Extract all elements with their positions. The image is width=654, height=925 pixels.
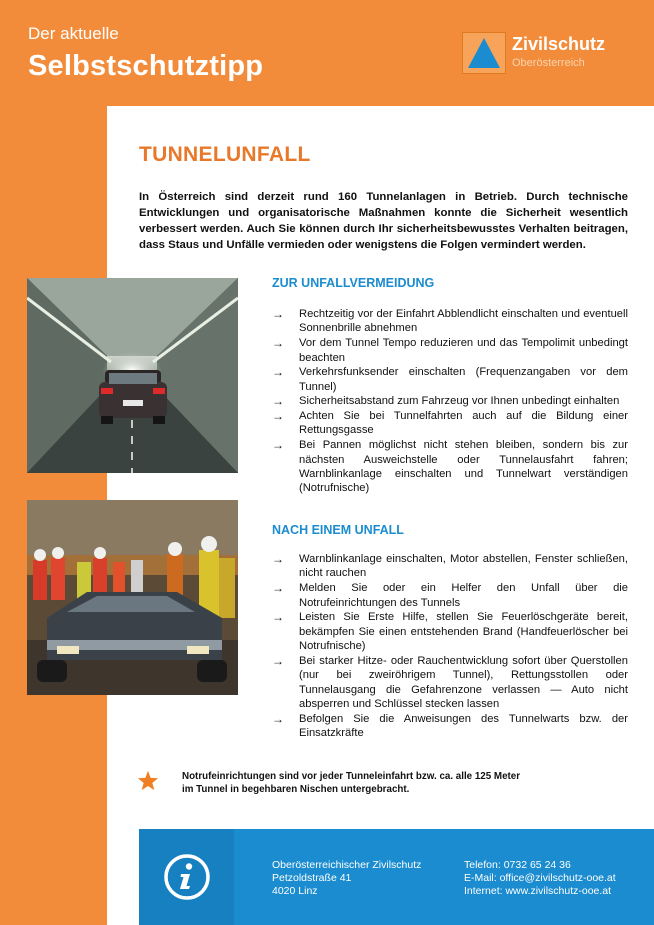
- arrow-right-icon: →: [272, 552, 284, 566]
- footer-contact-bar: [139, 829, 654, 925]
- civil-protection-triangle-icon: [462, 32, 506, 74]
- article-intro: In Österreich sind derzeit rund 160 Tunnelanlagen in Betrieb. Durch technische Entwicklungen und organisatorische Maßnahmen konnte die Sicherheit wesentlich verbessert werden. Auch Sie können durch Ihr sicherheitsbewusstes Verhalten beitragen, dass Staus und Unfälle vermieden oder wenigstens die Folgen vermindert werden.: [139, 191, 628, 251]
- footer-email[interactable]: E-Mail: office@zivilschutz-ooe.at: [464, 872, 616, 884]
- arrow-right-icon: →: [272, 336, 284, 351]
- article-title: TUNNELUNFALL: [139, 143, 311, 166]
- star-icon: [137, 770, 159, 792]
- list-item: → Befolgen Sie die Anweisungen des Tunnelwarts bzw. der Einsatzkräfte: [272, 711, 628, 740]
- section-heading-after-accident: NACH EINEM UNFALL: [272, 523, 404, 537]
- header-subtitle: Der aktuelle: [28, 24, 119, 43]
- list-item: → Rechtzeitig vor der Einfahrt Abblendlicht einschalten und eventuell Sonnenbrille abnehmen: [272, 307, 628, 335]
- logo-name: Zivilschutz: [512, 34, 606, 54]
- arrow-right-icon: →: [272, 365, 284, 380]
- list-item: → Achten Sie bei Tunnelfahrten auch auf die Bildung einer Rettungsgasse: [272, 409, 628, 437]
- footer-contact: [464, 859, 616, 898]
- tunnel-rescue-photo: [27, 500, 238, 695]
- prevention-list: [272, 307, 628, 496]
- arrow-right-icon: →: [272, 307, 284, 321]
- list-item: → Sicherheitsabstand zum Fahrzeug vor Ihnen unbedingt einhalten: [272, 394, 620, 409]
- footer-street: Petzoldstraße 41: [272, 872, 352, 884]
- list-item: → Warnblinkanlage einschalten, Motor abstellen, Fenster schließen, nicht rauchen: [272, 552, 628, 580]
- logo-region: Oberösterreich: [512, 57, 585, 69]
- arrow-right-icon: →: [272, 394, 284, 409]
- footer-address: [272, 859, 421, 898]
- list-item: → Bei Pannen möglichst nicht stehen bleiben, sondern bis zur nächsten Ausweichstelle oder Tunnelausfahrt fahren; Warnblinkanlage einschalten und Tunnelwart verständigen (Notrufnische): [272, 438, 628, 495]
- arrow-right-icon: →: [272, 610, 284, 625]
- arrow-right-icon: →: [272, 711, 284, 726]
- header-title: Selbstschutztipp: [28, 50, 264, 82]
- arrow-right-icon: →: [272, 438, 284, 453]
- note-line-1: Notrufeinrichtungen sind vor jeder Tunneleinfahrt bzw. ca. alle 125 Meter: [182, 771, 521, 782]
- tunnel-car-photo: [27, 278, 238, 473]
- section-heading-prevention: ZUR UNFALLVERMEIDUNG: [272, 276, 435, 290]
- footer-web[interactable]: Internet: www.zivilschutz-ooe.at: [464, 885, 612, 897]
- list-item: → Bei starker Hitze- oder Rauchentwicklung sofort über Querstollen (nur bei zweiröhrigem Tunnel), Rettungsstollen oder Tunnelausgang die Gefahrenzone verlassen — Auto nicht absperren und Schlüssel stecken lassen: [272, 653, 628, 710]
- note-line-2: im Tunnel in begehbaren Nischen untergebracht.: [182, 784, 410, 795]
- header-bar: [0, 0, 654, 106]
- arrow-right-icon: →: [272, 409, 284, 424]
- after-accident-list: [272, 552, 628, 741]
- arrow-right-icon: →: [272, 653, 284, 668]
- info-icon: [139, 829, 234, 925]
- arrow-right-icon: →: [272, 581, 284, 596]
- list-item: → Vor dem Tunnel Tempo reduzieren und das Tempolimit unbedingt beachten: [272, 336, 628, 364]
- footer-org: Oberösterreichischer Zivilschutz: [272, 859, 422, 871]
- list-item: → Verkehrsfunksender einschalten (Frequenzangaben vor dem Tunnel): [272, 365, 628, 393]
- footer-city: 4020 Linz: [272, 885, 318, 897]
- emergency-note: [182, 770, 582, 796]
- footer-phone: Telefon: 0732 65 24 36: [464, 859, 571, 871]
- zivilschutz-logo: [462, 32, 642, 74]
- list-item: → Melden Sie oder ein Helfer den Unfall über die Notrufeinrichtungen des Tunnels: [272, 581, 628, 609]
- list-item: → Leisten Sie Erste Hilfe, stellen Sie Feuerlöschgeräte bereit, bekämpfen Sie einen entstehenden Brand (Handfeuerlöscher bei Notrufnische): [272, 610, 628, 653]
